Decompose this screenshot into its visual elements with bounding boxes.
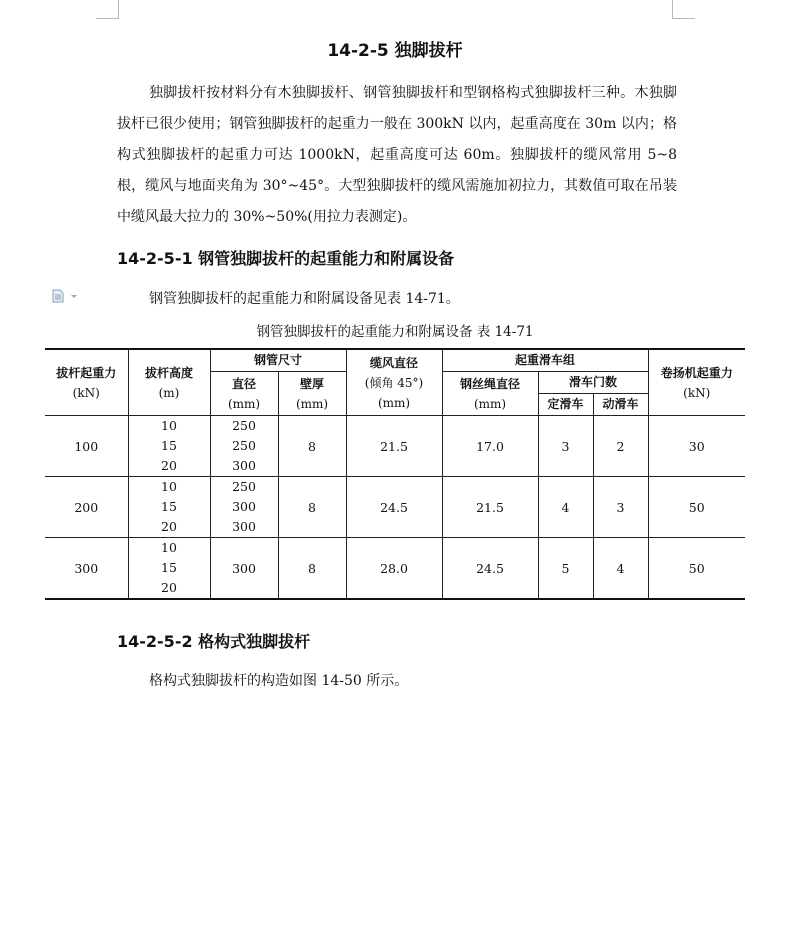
cell-winch: 30: [648, 416, 745, 477]
cell-guy: 24.5: [346, 477, 442, 538]
cell-heights: 10 15 20: [128, 538, 210, 600]
table-row: [45, 416, 745, 477]
cell-moving: 3: [593, 477, 648, 538]
header-height: 拔杆高度 (m): [128, 349, 210, 416]
section-heading-lattice: 14-2-5-2 格构式独脚拔杆: [117, 632, 311, 651]
cell-guy: 21.5: [346, 416, 442, 477]
header-guy-diameter: 缆风直径 (倾角 45°) (mm): [346, 349, 442, 416]
header-lift-capacity: 拔杆起重力 (kN): [45, 349, 128, 416]
cell-winch: 50: [648, 477, 745, 538]
cell-wall: 8: [278, 477, 346, 538]
cell-diameters: 250 250 300: [210, 416, 278, 477]
cell-winch: 50: [648, 538, 745, 600]
cell-diameters: 250 300 300: [210, 477, 278, 538]
header-diameter: 直径 (mm): [210, 372, 278, 416]
cell-capacity: 300: [45, 538, 128, 600]
header-pipe-size: 钢管尺寸: [210, 349, 346, 372]
crop-mark-top-right: [672, 0, 695, 19]
section-heading-steel-pipe: 14-2-5-1 钢管独脚拔杆的起重能力和附属设备: [117, 249, 455, 268]
cell-guy: 28.0: [346, 538, 442, 600]
header-moving-pulley: 动滑车: [593, 394, 648, 416]
section1-text: 钢管独脚拔杆的起重能力和附属设备见表 14-71。: [149, 291, 460, 307]
header-rope-diameter: 钢丝绳直径 (mm): [442, 372, 538, 416]
table-row: [45, 477, 745, 538]
section2-text: 格构式独脚拔杆的构造如图 14-50 所示。: [149, 673, 409, 689]
document-icon[interactable]: [51, 289, 79, 303]
cell-wall: 8: [278, 538, 346, 600]
cell-rope: 24.5: [442, 538, 538, 600]
cell-moving: 2: [593, 416, 648, 477]
cell-fixed: 3: [538, 416, 593, 477]
cell-rope: 21.5: [442, 477, 538, 538]
header-pulley-doors: 滑车门数: [538, 372, 648, 394]
cell-heights: 10 15 20: [128, 416, 210, 477]
lift-capacity-table: [45, 348, 745, 600]
table-row: [45, 538, 745, 600]
header-pulley-group: 起重滑车组: [442, 349, 648, 372]
cell-fixed: 4: [538, 477, 593, 538]
table-caption: 钢管独脚拔杆的起重能力和附属设备 表 14-71: [256, 324, 534, 340]
cell-fixed: 5: [538, 538, 593, 600]
cell-moving: 4: [593, 538, 648, 600]
header-winch: 卷扬机起重力 (kN): [648, 349, 745, 416]
header-wall: 壁厚 (mm): [278, 372, 346, 416]
intro-paragraph: 独脚拔杆按材料分有木独脚拔杆、钢管独脚拔杆和型钢格构式独脚拔杆三种。木独脚拔杆已很少使用；钢管独脚拔杆的起重力一般在 300kN 以内，起重高度在 30m 以内；格构式独脚拔杆的起重力可达 1000kN，起重高度可达 60m。独脚拔杆的缆风常用 5~8 根，缆风与地面夹角为 30°~45°。大型独脚拔杆的缆风需施加初拉力，其数值可取在吊装中缆风最大拉力的 30%~50%(用拉力表测定)。: [117, 85, 677, 225]
header-fixed-pulley: 定滑车: [538, 394, 593, 416]
cell-capacity: 200: [45, 477, 128, 538]
crop-mark-top-left: [96, 0, 119, 19]
cell-diameters: 300: [210, 538, 278, 600]
cell-capacity: 100: [45, 416, 128, 477]
cell-heights: 10 15 20: [128, 477, 210, 538]
page-title: 14-2-5 独脚拔杆: [327, 41, 463, 61]
cell-wall: 8: [278, 416, 346, 477]
cell-rope: 17.0: [442, 416, 538, 477]
